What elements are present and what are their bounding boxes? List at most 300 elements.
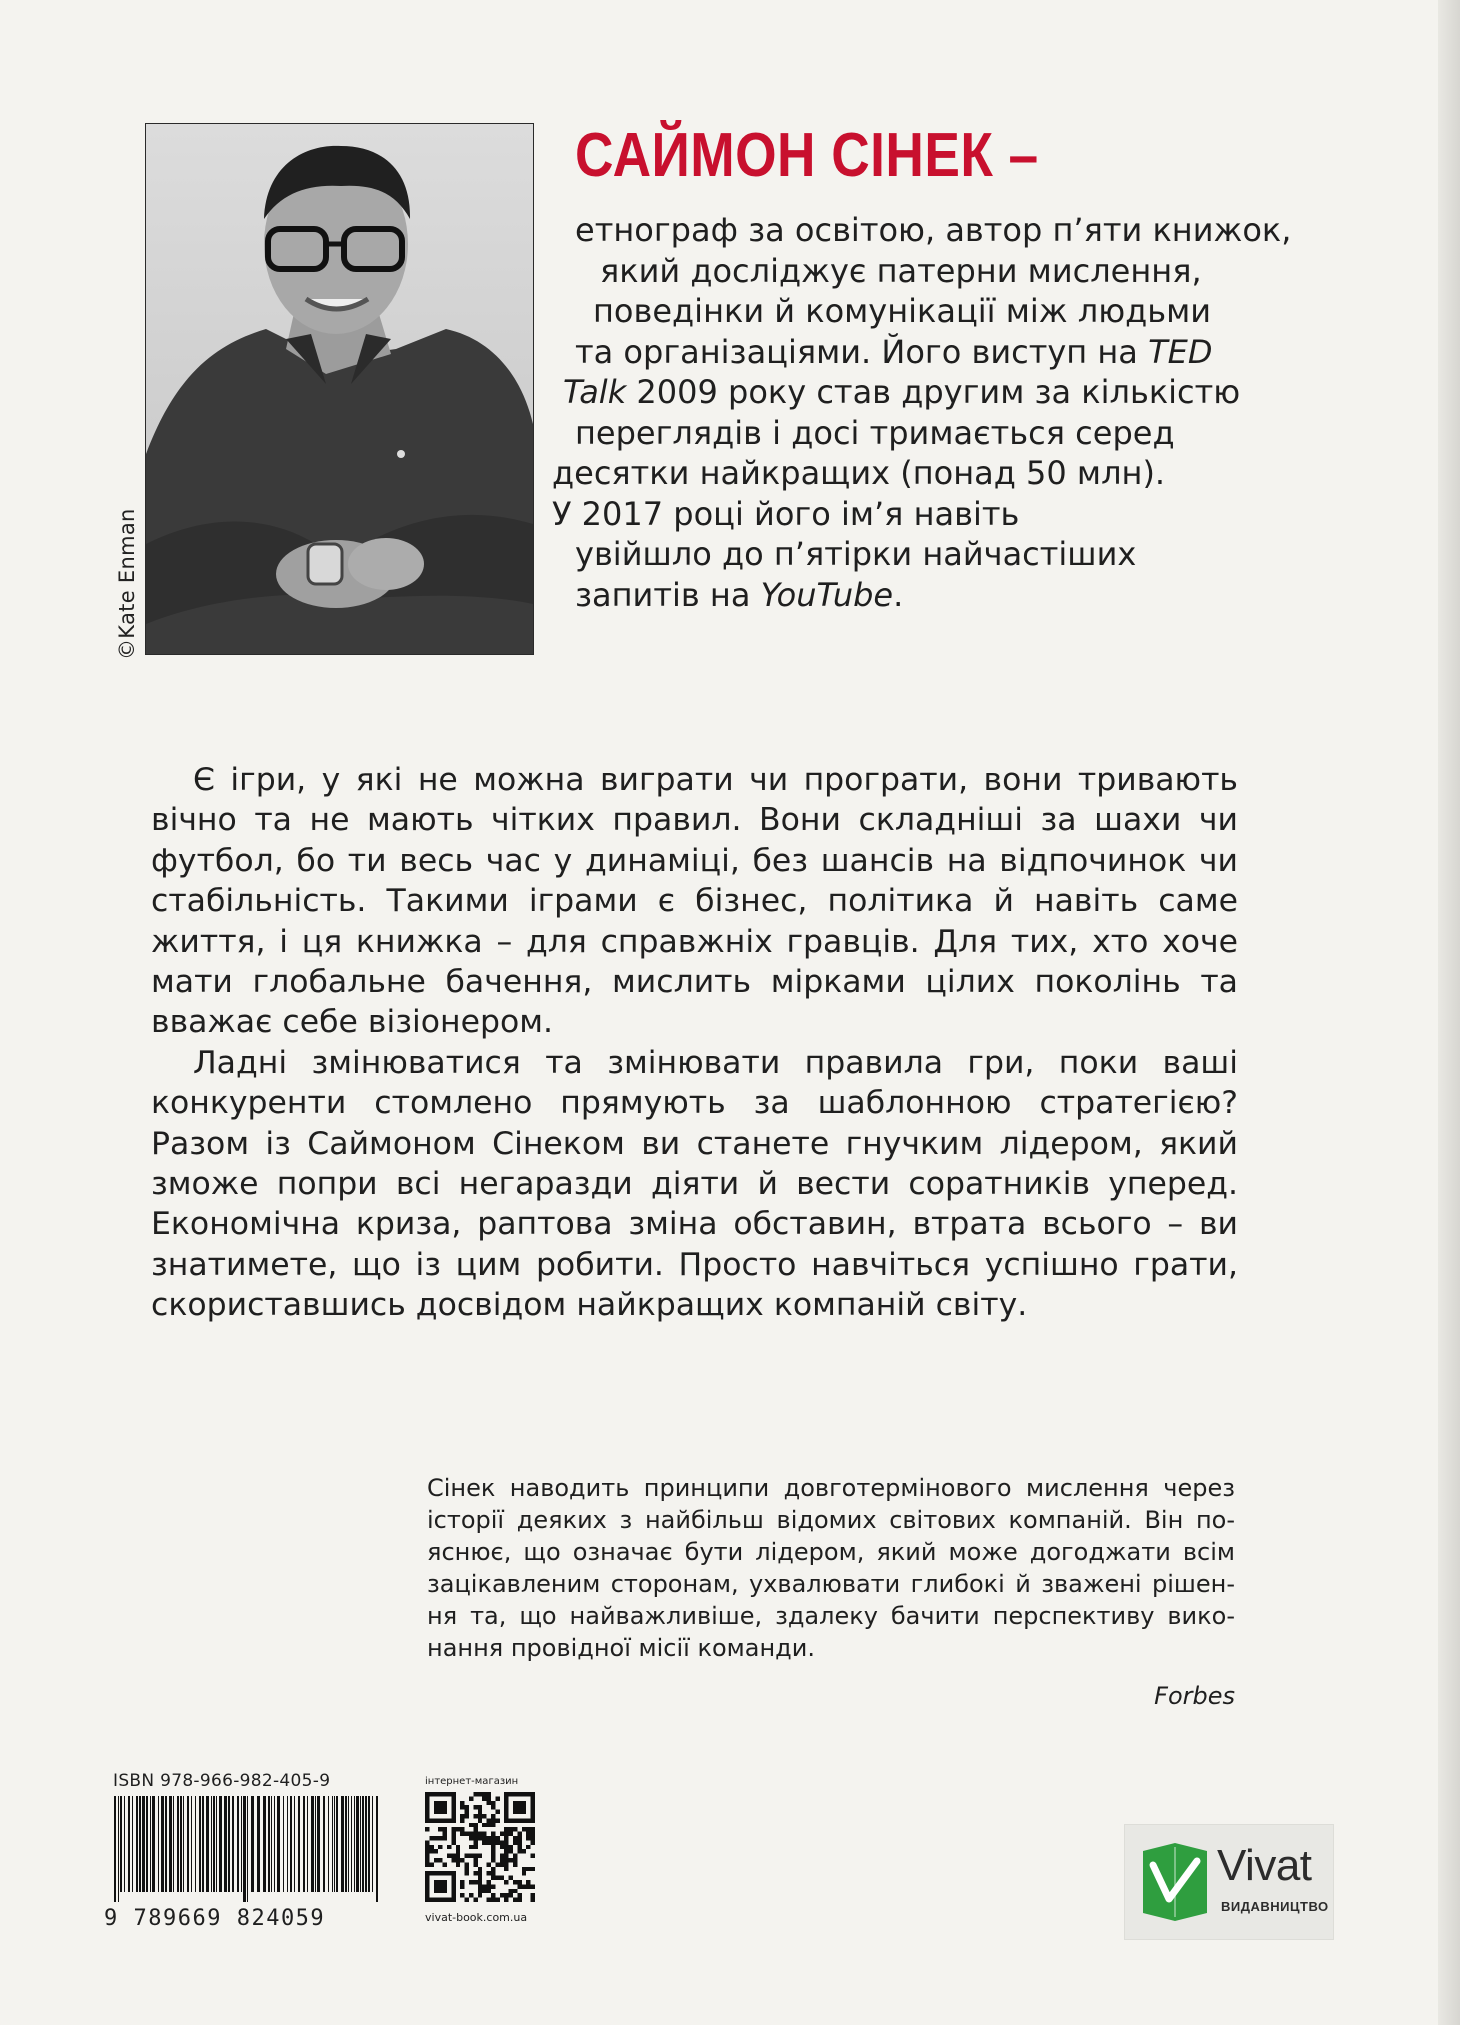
qr-module: [469, 1823, 473, 1827]
shop-label: інтернет-магазин: [425, 1776, 519, 1787]
bio-text: 2009 року став другим за кількістю: [626, 373, 1241, 411]
qr-module: [478, 1832, 482, 1836]
qr-module: [513, 1858, 517, 1862]
qr-module: [478, 1884, 482, 1888]
bio-text: поведінки й комунікації між людьми: [593, 292, 1212, 330]
qr-module: [473, 1792, 477, 1796]
qr-finder: [513, 1801, 526, 1814]
qr-module: [473, 1862, 477, 1866]
qr-module: [504, 1849, 508, 1853]
qr-module: [504, 1840, 508, 1844]
barcode-bar: [351, 1796, 352, 1892]
qr-module: [531, 1893, 535, 1897]
barcode-bar: [146, 1796, 148, 1892]
qr-module: [429, 1849, 433, 1853]
qr-module: [460, 1814, 464, 1818]
qr-module: [469, 1854, 473, 1858]
bio-line: [575, 534, 1136, 574]
qr-module: [482, 1823, 486, 1827]
barcode-bar: [287, 1796, 288, 1892]
publisher-subtitle: ВИДАВНИЦТВО: [1221, 1899, 1329, 1914]
qr-module: [509, 1832, 513, 1836]
qr-module: [491, 1884, 495, 1888]
qr-module: [526, 1884, 530, 1888]
qr-module: [438, 1827, 442, 1831]
barcode-bar: [211, 1796, 212, 1892]
qr-module: [456, 1862, 460, 1866]
quote-source: Forbes: [1154, 1682, 1235, 1710]
qr-module: [434, 1849, 438, 1853]
barcode-bar: [362, 1796, 364, 1892]
barcode-bar: [169, 1796, 172, 1892]
qr-module: [504, 1893, 508, 1897]
qr-module: [491, 1814, 495, 1818]
qr-module: [504, 1880, 508, 1884]
qr-module: [465, 1862, 469, 1866]
qr-module: [509, 1849, 513, 1853]
qr-module: [478, 1792, 482, 1796]
qr-module: [500, 1858, 504, 1862]
qr-module: [504, 1832, 508, 1836]
barcode-bar: [298, 1796, 300, 1892]
qr-module: [487, 1884, 491, 1888]
qr-module: [487, 1823, 491, 1827]
qr-module: [478, 1880, 482, 1884]
qr-module: [434, 1858, 438, 1862]
qr-module: [509, 1876, 513, 1880]
barcode-bar: [294, 1796, 295, 1892]
barcode-bar: [323, 1796, 325, 1892]
qr-module: [460, 1884, 464, 1888]
qr-module: [487, 1840, 491, 1844]
qr-module: [517, 1836, 521, 1840]
bio-line: [552, 494, 1019, 534]
qr-module: [491, 1858, 495, 1862]
barcode-bar: [150, 1796, 151, 1892]
barcode-bar: [328, 1796, 329, 1892]
barcode-bar: [376, 1796, 378, 1902]
barcode-bar: [213, 1796, 215, 1892]
qr-module: [495, 1796, 499, 1800]
barcode-bar: [173, 1796, 174, 1892]
qr-module: [434, 1836, 438, 1840]
barcode-bar: [224, 1796, 227, 1892]
qr-module: [531, 1827, 535, 1831]
qr-finder: [434, 1880, 447, 1893]
qr-module: [522, 1867, 526, 1871]
barcode-bar: [372, 1796, 373, 1892]
qr-module: [491, 1893, 495, 1897]
qr-module: [425, 1827, 429, 1831]
page-edge: [1438, 0, 1460, 2025]
qr-module: [526, 1867, 530, 1871]
qr-module: [482, 1792, 486, 1796]
barcode-bar: [332, 1796, 333, 1892]
qr-module: [429, 1836, 433, 1840]
qr-module: [460, 1827, 464, 1831]
qr-module: [429, 1862, 433, 1866]
barcode-bar: [271, 1796, 272, 1892]
qr-module: [517, 1884, 521, 1888]
qr-module: [491, 1832, 495, 1836]
qr-module: [478, 1810, 482, 1814]
qr-module: [473, 1858, 477, 1862]
qr-module: [460, 1801, 464, 1805]
barcode-bar: [290, 1796, 292, 1892]
qr-module: [482, 1836, 486, 1840]
qr-module: [425, 1862, 429, 1866]
qr-module: [473, 1805, 477, 1809]
qr-module: [491, 1840, 495, 1844]
barcode-bar: [187, 1796, 189, 1892]
bio-text: десятки найкращих (понад 50 млн).: [552, 454, 1166, 492]
qr-module: [517, 1845, 521, 1849]
qr-module: [451, 1858, 455, 1862]
bio-line: [600, 251, 1202, 291]
bio-text: увійшло до п’ятірки найчастіших: [575, 535, 1137, 573]
bio-text: етнограф за освітою, автор п’яти книжок,: [575, 211, 1292, 249]
qr-module: [500, 1845, 504, 1849]
publisher-name: Vivat: [1217, 1841, 1312, 1890]
qr-module: [465, 1867, 469, 1871]
barcode-bar: [114, 1796, 116, 1902]
bio-text: переглядів і досі тримається серед: [575, 413, 1175, 452]
qr-module: [513, 1836, 517, 1840]
bio-line: [575, 413, 1175, 453]
qr-module: [482, 1832, 486, 1836]
barcode-bar: [336, 1796, 338, 1892]
qr-module: [478, 1889, 482, 1893]
qr-module: [456, 1827, 460, 1831]
qr-module: [513, 1840, 517, 1844]
barcode-bar: [120, 1796, 122, 1892]
qr-module: [531, 1836, 535, 1840]
bio-italic-term: TED: [1148, 332, 1213, 371]
qr-module: [473, 1832, 477, 1836]
qr-module: [469, 1845, 473, 1849]
qr-module: [469, 1893, 473, 1897]
qr-module: [500, 1832, 504, 1836]
qr-module: [487, 1898, 491, 1902]
qr-module: [482, 1814, 486, 1818]
qr-module: [478, 1818, 482, 1822]
barcode-bar: [118, 1796, 119, 1902]
barcode-bar: [232, 1796, 234, 1892]
qr-module: [526, 1836, 530, 1840]
qr-module: [425, 1845, 429, 1849]
qr-module: [517, 1840, 521, 1844]
qr-module: [451, 1827, 455, 1831]
qr-module: [495, 1898, 499, 1902]
barcode-bar: [356, 1796, 359, 1892]
qr-module: [473, 1898, 477, 1902]
qr-module: [425, 1854, 429, 1858]
barcode-bar: [243, 1796, 246, 1902]
qr-module: [509, 1858, 513, 1862]
barcode-bar: [158, 1796, 159, 1892]
qr-module: [495, 1818, 499, 1822]
isbn-number: ISBN 978-966-982-405-9: [113, 1771, 331, 1791]
review-quote: Сінек наводить принципи довготермінового мислення через історії деяких з найбільш відомих світових компаній. Він пояснює, що означає бути лідером, який може догоджати всім зацікавленим сторонам, ухвалювати глибокі й зважені рішення та, що найважливіше, здалеку бачити перспективу виконання провідної місії команди.: [427, 1474, 1235, 1662]
qr-module: [491, 1898, 495, 1902]
qr-module: [491, 1854, 495, 1858]
qr-module: [504, 1854, 508, 1858]
qr-module: [478, 1814, 482, 1818]
qr-module: [447, 1845, 451, 1849]
qr-module: [482, 1884, 486, 1888]
qr-module: [495, 1810, 499, 1814]
qr-module: [425, 1840, 429, 1844]
qr-module: [478, 1854, 482, 1858]
bio-text: запитів на: [575, 575, 761, 614]
qr-module: [482, 1796, 486, 1800]
bio-line: [593, 291, 1211, 331]
barcode-bar: [360, 1796, 361, 1892]
qr-module: [456, 1845, 460, 1849]
barcode-bar: [128, 1796, 130, 1892]
barcode-bar: [311, 1796, 314, 1892]
barcode-bar: [268, 1796, 270, 1892]
barcode-graphic: [112, 1796, 382, 1902]
qr-module: [473, 1814, 477, 1818]
barcode-bar: [139, 1796, 141, 1892]
bio-line: [575, 210, 1291, 250]
qr-module: [531, 1898, 535, 1902]
qr-module: [509, 1893, 513, 1897]
barcode-bar: [202, 1796, 204, 1892]
qr-module: [447, 1854, 451, 1858]
qr-module: [473, 1854, 477, 1858]
qr-module: [465, 1810, 469, 1814]
barcode-bar: [142, 1796, 145, 1892]
qr-module: [504, 1845, 508, 1849]
qr-module: [491, 1849, 495, 1853]
qr-module: [522, 1884, 526, 1888]
qr-module: [513, 1854, 517, 1858]
barcode-bar: [124, 1796, 125, 1892]
qr-module: [531, 1840, 535, 1844]
barcode-bar: [283, 1796, 284, 1892]
shop-url[interactable]: vivat-book.com.ua: [425, 1911, 528, 1924]
qr-module: [478, 1876, 482, 1880]
barcode-bar: [219, 1796, 222, 1892]
qr-module: [473, 1827, 477, 1831]
qr-module: [460, 1805, 464, 1809]
qr-module: [513, 1880, 517, 1884]
qr-module: [469, 1832, 473, 1836]
barcode-bar: [177, 1796, 179, 1892]
qr-module: [509, 1845, 513, 1849]
qr-module: [465, 1854, 469, 1858]
author-name-heading: САЙМОН СІНЕК –: [575, 121, 1039, 190]
barcode-bar: [257, 1796, 260, 1892]
qr-module: [517, 1898, 521, 1902]
qr-module: [465, 1805, 469, 1809]
barcode-bar: [165, 1796, 167, 1892]
qr-module: [460, 1858, 464, 1862]
qr-module: [500, 1893, 504, 1897]
qr-module: [513, 1827, 517, 1831]
qr-module: [487, 1792, 491, 1796]
qr-module: [465, 1898, 469, 1902]
qr-module: [438, 1836, 442, 1840]
qr-module: [487, 1818, 491, 1822]
qr-module: [456, 1854, 460, 1858]
qr-module: [513, 1862, 517, 1866]
barcode-bar: [161, 1796, 164, 1892]
qr-module: [473, 1823, 477, 1827]
barcode-bar: [191, 1796, 192, 1892]
qr-module: [495, 1876, 499, 1880]
photo-credit: ©Kate Enman: [115, 508, 139, 660]
publisher-logo: [1125, 1825, 1333, 1939]
qr-module: [469, 1836, 473, 1840]
qr-module: [473, 1840, 477, 1844]
qr-module: [526, 1827, 530, 1831]
barcode-bar: [345, 1796, 347, 1892]
qr-module: [500, 1862, 504, 1866]
bio-italic-term: Talk: [563, 373, 627, 411]
bio-text: У 2017 році його ім’я навіть: [552, 494, 1020, 533]
barcode-bar: [180, 1796, 182, 1892]
bio-text: який досліджує патерни мислення,: [600, 251, 1202, 290]
qr-module: [513, 1889, 517, 1893]
qr-module: [487, 1796, 491, 1800]
qr-module: [491, 1801, 495, 1805]
bio-line: [552, 453, 1165, 493]
qr-module: [443, 1832, 447, 1836]
barcode-bar: [183, 1796, 184, 1892]
qr-module: [500, 1840, 504, 1844]
qr-module: [491, 1823, 495, 1827]
qr-module: [491, 1871, 495, 1875]
book-description: [151, 760, 1238, 1326]
qr-module: [451, 1840, 455, 1844]
barcode-bar: [206, 1796, 209, 1892]
bio-line: [563, 372, 1240, 412]
bio-line: [575, 332, 1212, 372]
barcode-bar: [132, 1796, 133, 1892]
bio-line: [575, 575, 903, 615]
qr-module: [478, 1805, 482, 1809]
barcode-bar: [216, 1796, 217, 1892]
barcode-bar: [315, 1796, 316, 1892]
barcode-bar: [247, 1796, 248, 1902]
barcode-bar: [307, 1796, 308, 1892]
qr-module: [495, 1840, 499, 1844]
qr-module: [469, 1880, 473, 1884]
qr-module: [487, 1889, 491, 1893]
qr-module: [460, 1880, 464, 1884]
qr-module: [460, 1893, 464, 1897]
qr-module: [487, 1836, 491, 1840]
barcode-bar: [199, 1796, 201, 1892]
qr-module: [460, 1832, 464, 1836]
qr-module: [443, 1836, 447, 1840]
barcode-bar: [241, 1796, 242, 1892]
qr-module: [522, 1849, 526, 1853]
barcode-bar: [251, 1796, 254, 1892]
qr-module: [473, 1836, 477, 1840]
qr-module: [456, 1849, 460, 1853]
qr-module: [526, 1832, 530, 1836]
barcode-digits: 9 789669 824059: [104, 1906, 326, 1931]
barcode-bar: [237, 1796, 239, 1892]
qr-module: [517, 1893, 521, 1897]
qr-module: [509, 1827, 513, 1831]
qr-module: [465, 1871, 469, 1875]
qr-module: [487, 1880, 491, 1884]
barcode-bar: [136, 1796, 138, 1892]
qr-module: [517, 1849, 521, 1853]
qr-module: [487, 1801, 491, 1805]
qr-module: [465, 1832, 469, 1836]
qr-module: [478, 1871, 482, 1875]
qr-code[interactable]: [425, 1792, 535, 1902]
barcode-bar: [263, 1796, 266, 1892]
qr-module: [482, 1889, 486, 1893]
qr-module: [451, 1832, 455, 1836]
qr-module: [438, 1845, 442, 1849]
qr-module: [500, 1876, 504, 1880]
qr-module: [491, 1818, 495, 1822]
qr-module: [429, 1845, 433, 1849]
qr-module: [425, 1858, 429, 1862]
qr-module: [513, 1898, 517, 1902]
barcode-bar: [354, 1796, 355, 1892]
qr-module: [531, 1832, 535, 1836]
barcode-bar: [195, 1796, 196, 1892]
qr-module: [491, 1836, 495, 1840]
qr-module: [491, 1867, 495, 1871]
qr-module: [500, 1854, 504, 1858]
qr-module: [491, 1845, 495, 1849]
qr-module: [531, 1867, 535, 1871]
qr-module: [517, 1832, 521, 1836]
author-photo: [145, 123, 534, 655]
barcode-bar: [317, 1796, 320, 1892]
bio-italic-term: YouTube: [760, 575, 894, 614]
barcode-bar: [152, 1796, 155, 1892]
qr-module: [504, 1836, 508, 1840]
qr-module: [425, 1849, 429, 1853]
qr-module: [487, 1862, 491, 1866]
qr-module: [522, 1871, 526, 1875]
qr-module: [478, 1893, 482, 1897]
barcode-bar: [341, 1796, 344, 1892]
bio-text: .: [893, 575, 904, 614]
barcode-bar: [348, 1796, 349, 1892]
barcode-bar: [277, 1796, 280, 1892]
qr-module: [451, 1854, 455, 1858]
qr-module: [526, 1880, 530, 1884]
qr-module: [438, 1858, 442, 1862]
qr-module: [478, 1836, 482, 1840]
qr-module: [495, 1836, 499, 1840]
qr-module: [451, 1836, 455, 1840]
qr-module: [526, 1845, 530, 1849]
description-paragraph-1: Є ігри, у які не можна виграти чи програти, вони тривають вічно та не мають чітких правил. Вони складніші за шахи чи футбол, бо ти весь час у динаміці, без шансів на відпочинок чи стабільність. Такими іграми є бізнес, політика й навіть саме життя, і ця книжка – для справжніх гравців. Для тих, хто хоче мати глобальне бачення, мислить мірками цілих поколінь та вважає себе візіонером.: [151, 762, 1238, 1041]
qr-module: [473, 1845, 477, 1849]
qr-module: [491, 1876, 495, 1880]
qr-module: [478, 1867, 482, 1871]
barcode-bar: [303, 1796, 305, 1892]
qr-module: [531, 1854, 535, 1858]
qr-module: [443, 1827, 447, 1831]
description-paragraph-2: Ладні змінюватися та змінювати правила гри, поки ваші конкуренти стомлено прямують за шаблонною стратегією? Разом із Саймоном Сінеком ви станете гнучким лідером, який зможе попри всі негаразди діяти й вести соратників уперед. Економічна криза, раптова зміна обставин, втрата всього – ви знатимете, що із цим робити. Просто навчіться успішно грати, скориставшись досвідом найкращих компаній світу.: [151, 1044, 1238, 1324]
qr-module: [460, 1818, 464, 1822]
qr-finder: [434, 1801, 447, 1814]
